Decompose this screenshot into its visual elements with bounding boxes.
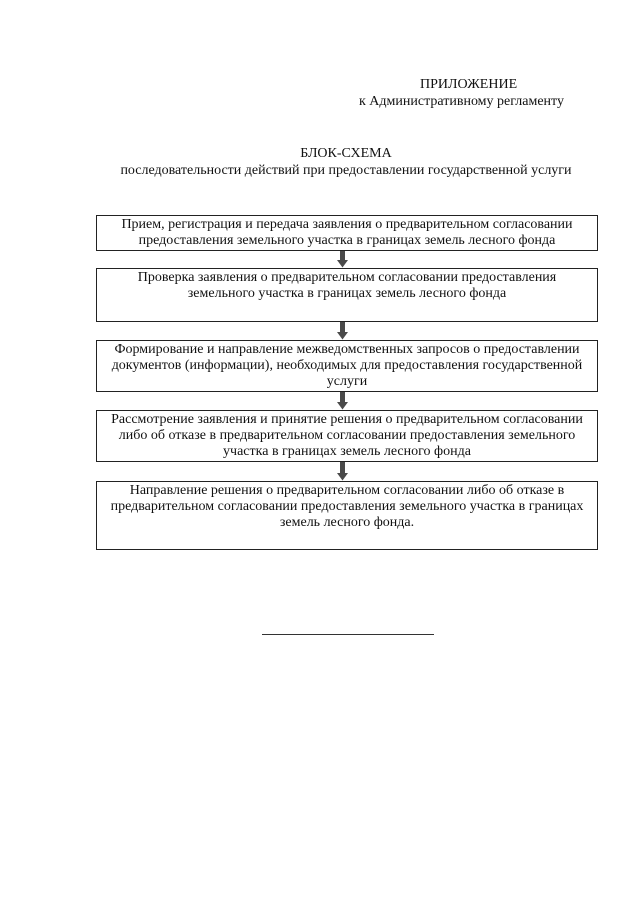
closing-rule bbox=[262, 634, 434, 635]
flow-step-5: Направление решения о предварительном согласовании либо об отказе в предварительном согласовании предоставления земельного участка в границах земель лесного фонда. bbox=[96, 481, 598, 550]
flow-step-4: Рассмотрение заявления и принятие решения о предварительном согласовании либо об отказе в предварительном согласовании предоставления земельного участка в границах земель лесного фонда bbox=[96, 410, 598, 462]
appendix-subtitle: к Административному регламенту bbox=[359, 94, 564, 109]
appendix-title: ПРИЛОЖЕНИЕ bbox=[420, 77, 518, 92]
flow-step-1: Прием, регистрация и передача заявления о предварительном согласовании предоставления земельного участка в границах земель лесного фонда bbox=[96, 215, 598, 251]
flow-step-3: Формирование и направление межведомственных запросов о предоставлении документов (информации), необходимых для предоставления государственной услуги bbox=[96, 340, 598, 392]
arrow-down-icon bbox=[337, 462, 348, 481]
arrow-down-icon bbox=[337, 392, 348, 410]
flow-step-2: Проверка заявления о предварительном согласовании предоставления земельного участка в границах земель лесного фонда bbox=[96, 268, 598, 322]
arrow-down-icon bbox=[337, 251, 348, 268]
scheme-subtitle: последовательности действий при предоставлении государственной услуги bbox=[120, 163, 572, 178]
scheme-title: БЛОК-СХЕМА bbox=[300, 146, 392, 161]
arrow-down-icon bbox=[337, 322, 348, 340]
